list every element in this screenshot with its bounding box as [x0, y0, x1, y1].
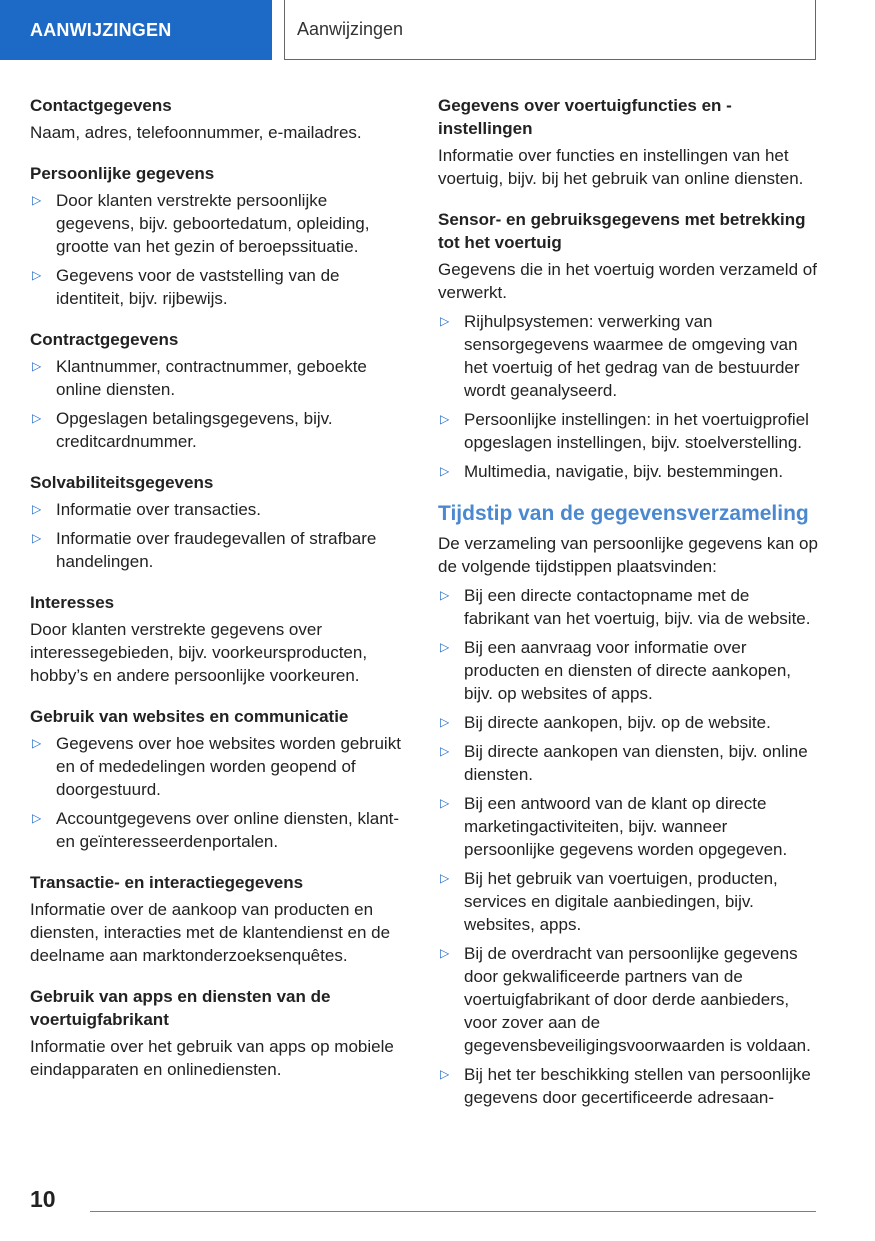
section-timing [438, 501, 818, 1109]
section-sensor [438, 208, 818, 483]
list-item: ▷ Bij het gebruik van voertuigen, producten, services en digitale aanbiedingen, bijv. websites, apps. [440, 869, 778, 934]
section-heading: Gebruik van apps en diensten van de voertuigfabrikant [30, 987, 331, 1029]
list-item: ▷ Bij een directe contactopname met de fabrikant van het voertuig, bijv. via de website. [440, 586, 811, 628]
triangle-bullet-icon: ▷ [32, 268, 42, 282]
section-text: Informatie over de aankoop van producten en diensten, interacties met de klantendienst en de deelname aan marktonderzoeksenquêtes. [30, 900, 391, 965]
right-column [438, 94, 818, 1127]
section-contract [30, 328, 405, 453]
section-heading: Contractgegevens [30, 330, 179, 349]
list-item: ▷ Bij een antwoord van de klant op directe marketingactiviteiten, bijv. wanneer persoonlijke gegevens worden opgegeven. [440, 794, 788, 859]
footer-divider [90, 1211, 816, 1212]
header-tab-label: AANWIJZINGEN [30, 19, 172, 40]
section-text: De verzameling van persoonlijke gegevens kan op de volgende tijdstippen plaatsvinden: [438, 534, 818, 576]
section-contact [30, 94, 405, 144]
triangle-bullet-icon: ▷ [440, 744, 450, 758]
list-item: ▷ Multimedia, navigatie, bijv. bestemmingen. [440, 462, 784, 481]
triangle-bullet-icon: ▷ [440, 464, 450, 478]
section-heading: Solvabiliteitsgegevens [30, 473, 214, 492]
section-solvency [30, 471, 405, 573]
list-item: ▷ Bij directe aankopen, bijv. op de website. [440, 713, 771, 732]
triangle-bullet-icon: ▷ [32, 811, 42, 825]
bullet-list [30, 189, 405, 310]
list-item: ▷ Bij het ter beschikking stellen van persoonlijke gegevens door gecertificeerde adresaan- [440, 1065, 811, 1107]
triangle-bullet-icon: ▷ [440, 871, 450, 885]
list-item: ▷ Door klanten verstrekte persoonlijke gegevens, bijv. geboortedatum, opleiding, grootte van het gezin of beroepssituatie. [32, 191, 370, 256]
triangle-bullet-icon: ▷ [32, 736, 42, 750]
section-transaction [30, 871, 405, 967]
section-personal [30, 162, 405, 310]
section-text: Informatie over het gebruik van apps op mobiele eindapparaten en onlinediensten. [30, 1037, 394, 1079]
section-apps [30, 985, 405, 1081]
triangle-bullet-icon: ▷ [440, 796, 450, 810]
list-item: ▷ Informatie over fraudegevallen of strafbare handelingen. [32, 529, 377, 571]
page-number: 10 [30, 1186, 56, 1212]
list-item: ▷ Bij directe aankopen van diensten, bijv. online diensten. [440, 742, 808, 784]
bullet-list [30, 732, 405, 853]
section-text: Naam, adres, telefoonnummer, e-mailadres. [30, 123, 362, 142]
section-heading: Gegevens over voertuigfuncties en -instellingen [438, 96, 732, 138]
chapter-heading: Tijdstip van de gegevensverzameling [438, 502, 809, 525]
section-heading: Contactgegevens [30, 96, 172, 115]
list-item: ▷ Accountgegevens over online diensten, klant- en geïnteresseerdenportalen. [32, 809, 400, 851]
triangle-bullet-icon: ▷ [32, 411, 42, 425]
section-websites [30, 705, 405, 853]
triangle-bullet-icon: ▷ [440, 1067, 450, 1081]
triangle-bullet-icon: ▷ [32, 359, 42, 373]
bullet-list [30, 498, 405, 573]
header-tab [0, 0, 272, 60]
section-heading: Sensor- en gebruiksgegevens met betrekking tot het voertuig [438, 210, 806, 252]
triangle-bullet-icon: ▷ [440, 715, 450, 729]
left-column [30, 94, 405, 1099]
list-item: ▷ Gegevens over hoe websites worden gebruikt en of mededelingen worden geopend of doorgestuurd. [32, 734, 401, 799]
triangle-bullet-icon: ▷ [440, 946, 450, 960]
list-item: ▷ Klantnummer, contractnummer, geboekte online diensten. [32, 357, 367, 399]
list-item: ▷ Opgeslagen betalingsgegevens, bijv. creditcardnummer. [32, 409, 333, 451]
triangle-bullet-icon: ▷ [440, 588, 450, 602]
triangle-bullet-icon: ▷ [440, 412, 450, 426]
list-item: ▷ Persoonlijke instellingen: in het voertuigprofiel opgeslagen instellingen, bijv. stoelverstelling. [440, 410, 809, 452]
bullet-list [438, 584, 818, 1109]
triangle-bullet-icon: ▷ [32, 531, 42, 545]
bullet-list [438, 310, 818, 483]
section-vehicle-functions [438, 94, 818, 190]
triangle-bullet-icon: ▷ [32, 193, 42, 207]
list-item: ▷ Rijhulpsystemen: verwerking van sensorgegevens waarmee de omgeving van het voertuig of het gedrag van de bestuurder wordt geanalyseerd. [440, 312, 800, 400]
header-section-title: Aanwijzingen [297, 19, 404, 39]
section-text: Informatie over functies en instellingen van het voertuig, bijv. bij het gebruik van online diensten. [438, 146, 804, 188]
section-heading: Persoonlijke gegevens [30, 164, 215, 183]
section-interests [30, 591, 405, 687]
bullet-list [30, 355, 405, 453]
section-heading: Interesses [30, 593, 115, 612]
list-item: ▷ Bij de overdracht van persoonlijke gegevens door gekwalificeerde partners van de voertuigfabrikant of door derde aanbieders, voor zover aan de gegevensbeveiligingsvoorwaarden is voldaan. [440, 944, 811, 1055]
triangle-bullet-icon: ▷ [440, 314, 450, 328]
list-item: ▷ Informatie over transacties. [32, 500, 262, 519]
section-text: Door klanten verstrekte gegevens over interessegebieden, bijv. voorkeursproducten, hobby’s en andere persoonlijke voorkeuren. [30, 620, 368, 685]
triangle-bullet-icon: ▷ [440, 640, 450, 654]
header-section-box [284, 0, 816, 60]
section-text: Gegevens die in het voertuig worden verzameld of verwerkt. [438, 260, 817, 302]
section-heading: Gebruik van websites en communicatie [30, 707, 349, 726]
list-item: ▷ Gegevens voor de vaststelling van de identiteit, bijv. rijbewijs. [32, 266, 340, 308]
list-item: ▷ Bij een aanvraag voor informatie over producten en diensten of directe aankopen, bijv. op websites of apps. [440, 638, 792, 703]
section-heading: Transactie- en interactiegegevens [30, 873, 304, 892]
triangle-bullet-icon: ▷ [32, 502, 42, 516]
